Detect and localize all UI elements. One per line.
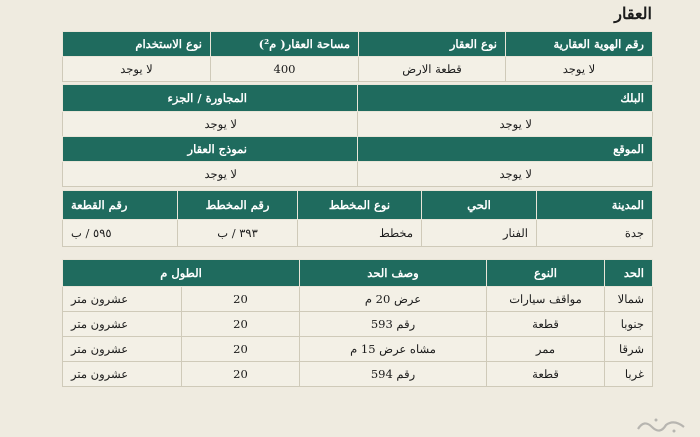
neighborhood-part-value: لا يوجد	[63, 112, 358, 137]
location-value: لا يوجد	[358, 162, 653, 187]
boundaries-table	[62, 259, 653, 387]
header-neighborhood-part: المجاورة / الجزء	[63, 85, 358, 112]
type-cell: مواقف سيارات	[487, 287, 605, 312]
length-words-cell: عشرون متر	[63, 362, 182, 387]
property-type-value: قطعة الارض	[359, 57, 506, 82]
header-boundary-description: وصف الحد	[300, 260, 487, 287]
boundary-cell: شرقا	[605, 337, 653, 362]
header-length: الطول م	[63, 260, 300, 287]
length-number-cell: 20	[182, 337, 300, 362]
length-words-cell: عشرون متر	[63, 337, 182, 362]
header-block: البلك	[358, 85, 653, 112]
header-property-id: رقم الهوية العقارية	[506, 32, 653, 57]
length-number-cell: 20	[182, 362, 300, 387]
header-plot-number: رقم القطعة	[63, 191, 178, 220]
header-property-type: نوع العقار	[359, 32, 506, 57]
type-cell: ممر	[487, 337, 605, 362]
table-row	[63, 312, 653, 337]
length-number-cell: 20	[182, 287, 300, 312]
header-city: المدينة	[537, 191, 653, 220]
property-area-value: 400	[211, 57, 359, 82]
header-property-model: نموذج العقار	[63, 137, 358, 162]
description-cell: مشاه عرض 15 م	[300, 337, 487, 362]
type-cell: قطعة	[487, 312, 605, 337]
city-value: جدة	[537, 220, 653, 247]
city-table	[62, 190, 653, 247]
table-row	[63, 362, 653, 387]
table-row	[63, 337, 653, 362]
description-cell: رقم 594	[300, 362, 487, 387]
section-title: العقار	[614, 4, 652, 23]
block-value: لا يوجد	[358, 112, 653, 137]
description-cell: رقم 593	[300, 312, 487, 337]
property-id-value: لا يوجد	[506, 57, 653, 82]
block-table	[62, 84, 653, 137]
header-boundary: الحد	[605, 260, 653, 287]
boundary-cell: غربا	[605, 362, 653, 387]
property-model-value: لا يوجد	[63, 162, 358, 187]
table-row	[63, 287, 653, 312]
location-table	[62, 136, 653, 187]
usage-type-value: لا يوجد	[63, 57, 211, 82]
header-boundary-type: النوع	[487, 260, 605, 287]
plot-number-value: ٥٩٥ / ب	[63, 220, 178, 247]
district-value: الفنار	[422, 220, 537, 247]
length-number-cell: 20	[182, 312, 300, 337]
header-location: الموقع	[358, 137, 653, 162]
length-words-cell: عشرون متر	[63, 287, 182, 312]
header-district: الحي	[422, 191, 537, 220]
type-cell: قطعة	[487, 362, 605, 387]
haraj-watermark-logo	[634, 415, 694, 435]
header-property-area: مساحة العقار( م²)	[211, 32, 359, 57]
plan-number-value: ٣٩٣ / ب	[178, 220, 298, 247]
header-plan-type: نوع المخطط	[298, 191, 422, 220]
header-plan-number: رقم المخطط	[178, 191, 298, 220]
property-info-table	[62, 31, 653, 82]
length-words-cell: عشرون متر	[63, 312, 182, 337]
boundary-cell: شمالا	[605, 287, 653, 312]
description-cell: عرض 20 م	[300, 287, 487, 312]
boundary-cell: جنوبا	[605, 312, 653, 337]
plan-type-value: مخطط	[298, 220, 422, 247]
header-usage-type: نوع الاستخدام	[63, 32, 211, 57]
